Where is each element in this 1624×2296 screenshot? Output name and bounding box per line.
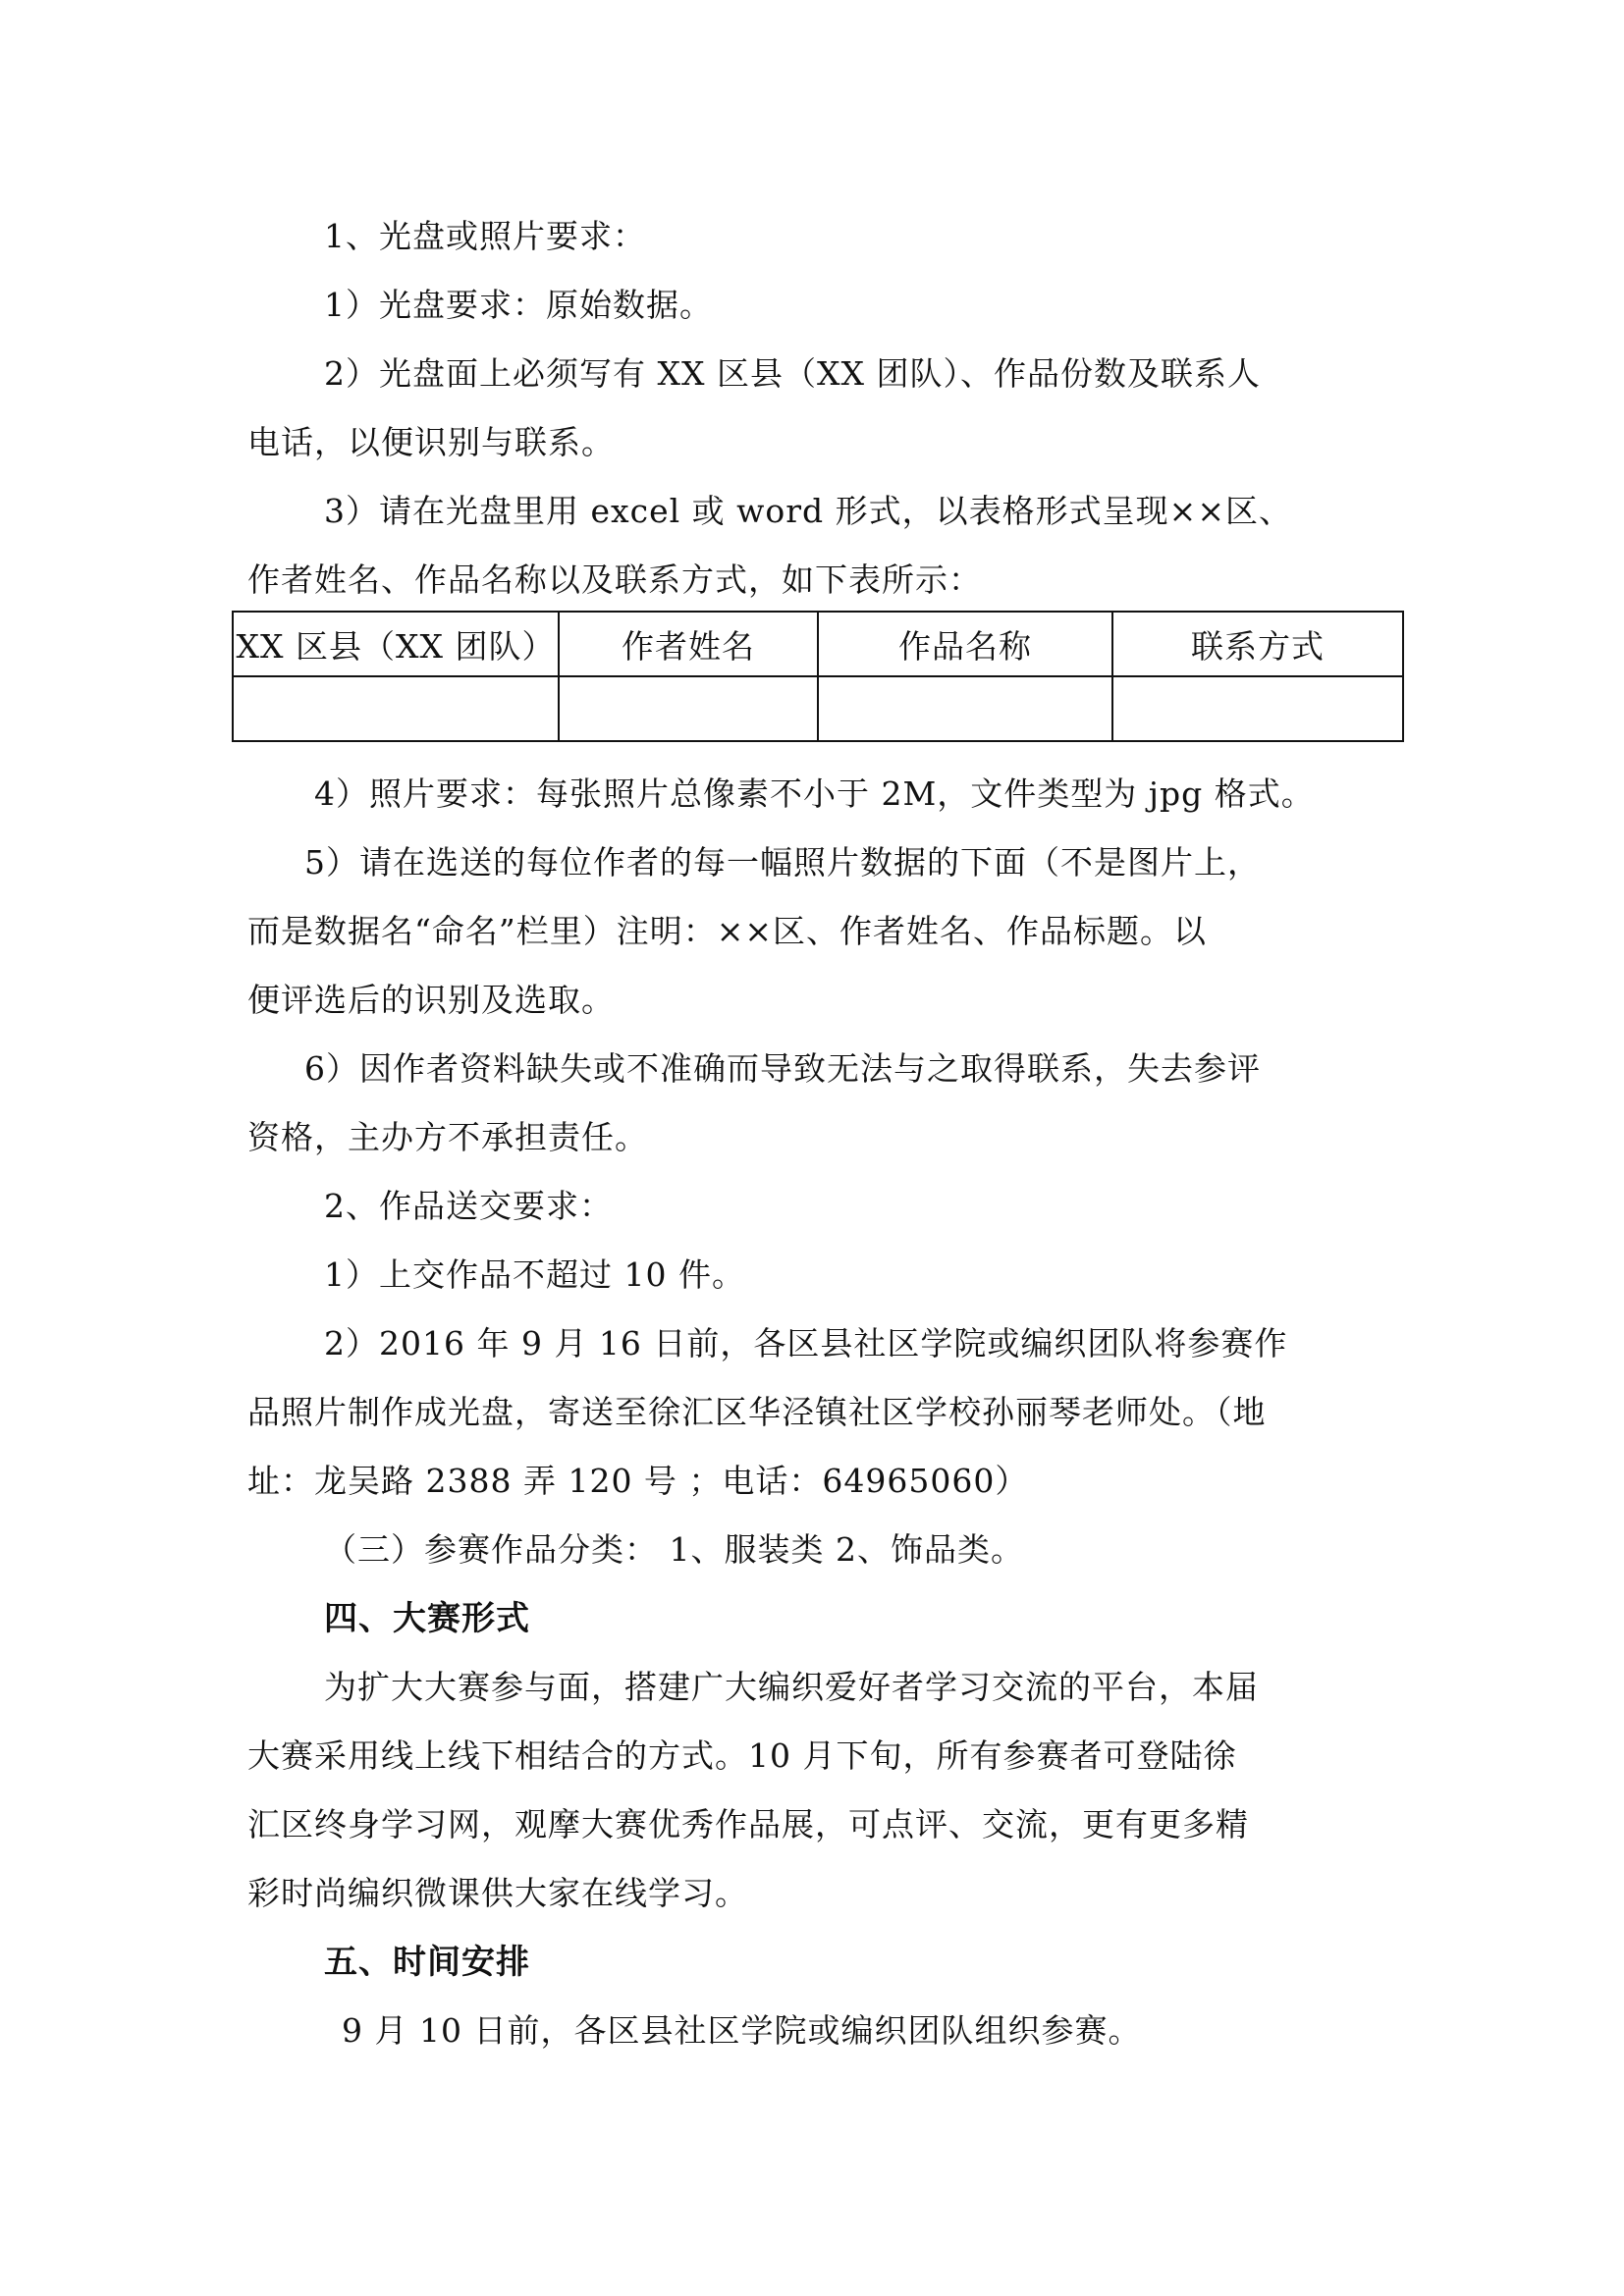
table-header-cell: 作者姓名 — [559, 612, 818, 676]
format-paragraph-line-3: 汇区终身学习网，观摩大赛优秀作品展，可点评、交流，更有更多精 — [247, 1805, 1249, 1843]
cd-requirement-2-cont: 电话，以便识别与联系。 — [247, 423, 615, 461]
photo-requirement-5-cont-1: 而是数据名“命名”栏里）注明：××区、作者姓名、作品标题。以 — [247, 912, 1208, 950]
cd-requirement-2: 2）光盘面上必须写有 XX 区县（XX 团队）、作品份数及联系人 — [324, 354, 1261, 393]
section-4-heading: 四、大赛形式 — [324, 1599, 530, 1638]
photo-requirement-5: 5）请在选送的每位作者的每一幅照片数据的下面（不是图片上， — [304, 843, 1261, 881]
section-5-heading: 五、时间安排 — [324, 1943, 530, 1982]
table-cell — [559, 676, 818, 741]
cd-requirement-3: 3）请在光盘里用 excel 或 word 形式，以表格形式呈现××区、 — [324, 492, 1292, 530]
table-cell — [233, 676, 559, 741]
submission-requirement-2: 2）2016 年 9 月 16 日前，各区县社区学院或编织团队将参赛作 — [324, 1324, 1288, 1362]
section-2-title: 2、作品送交要求： — [324, 1187, 613, 1225]
submission-requirement-2-cont-1: 品照片制作成光盘，寄送至徐汇区华泾镇社区学校孙丽琴老师处。（地 — [247, 1393, 1267, 1431]
photo-requirement-4: 4）照片要求：每张照片总像素不小于 2M，文件类型为 jpg 格式。 — [314, 774, 1315, 813]
photo-requirement-5-cont-2: 便评选后的识别及选取。 — [247, 981, 615, 1019]
submission-table — [232, 611, 1404, 742]
cd-requirement-3-cont: 作者姓名、作品名称以及联系方式，如下表所示： — [247, 561, 982, 599]
submission-requirement-1: 1）上交作品不超过 10 件。 — [324, 1255, 745, 1294]
table-header-cell: 联系方式 — [1112, 612, 1403, 676]
section-1-title: 1、光盘或照片要求： — [324, 217, 646, 255]
photo-requirement-6-cont: 资格，主办方不承担责任。 — [247, 1118, 648, 1156]
category-line: （三）参赛作品分类： 1、服装类 2、饰品类。 — [324, 1530, 1024, 1569]
table-header-cell: XX 区县（XX 团队） — [233, 612, 559, 676]
format-paragraph-line-2: 大赛采用线上线下相结合的方式。10 月下旬，所有参赛者可登陆徐 — [247, 1736, 1237, 1775]
table-row — [233, 676, 1403, 741]
format-paragraph-line-1: 为扩大大赛参与面，搭建广大编织爱好者学习交流的平台，本届 — [324, 1668, 1259, 1706]
submission-requirement-2-cont-2: 址：龙吴路 2388 弄 120 号 ；电话：64965060） — [247, 1462, 1029, 1500]
table-cell — [1112, 676, 1403, 741]
schedule-line-1: 9 月 10 日前，各区县社区学院或编织团队组织参赛。 — [342, 2011, 1142, 2050]
table-header-row — [233, 612, 1403, 676]
cd-requirement-1: 1）光盘要求：原始数据。 — [324, 286, 713, 324]
table-cell — [818, 676, 1112, 741]
photo-requirement-6: 6）因作者资料缺失或不准确而导致无法与之取得联系，失去参评 — [304, 1049, 1261, 1088]
table-header-cell: 作品名称 — [818, 612, 1112, 676]
format-paragraph-line-4: 彩时尚编织微课供大家在线学习。 — [247, 1874, 748, 1912]
